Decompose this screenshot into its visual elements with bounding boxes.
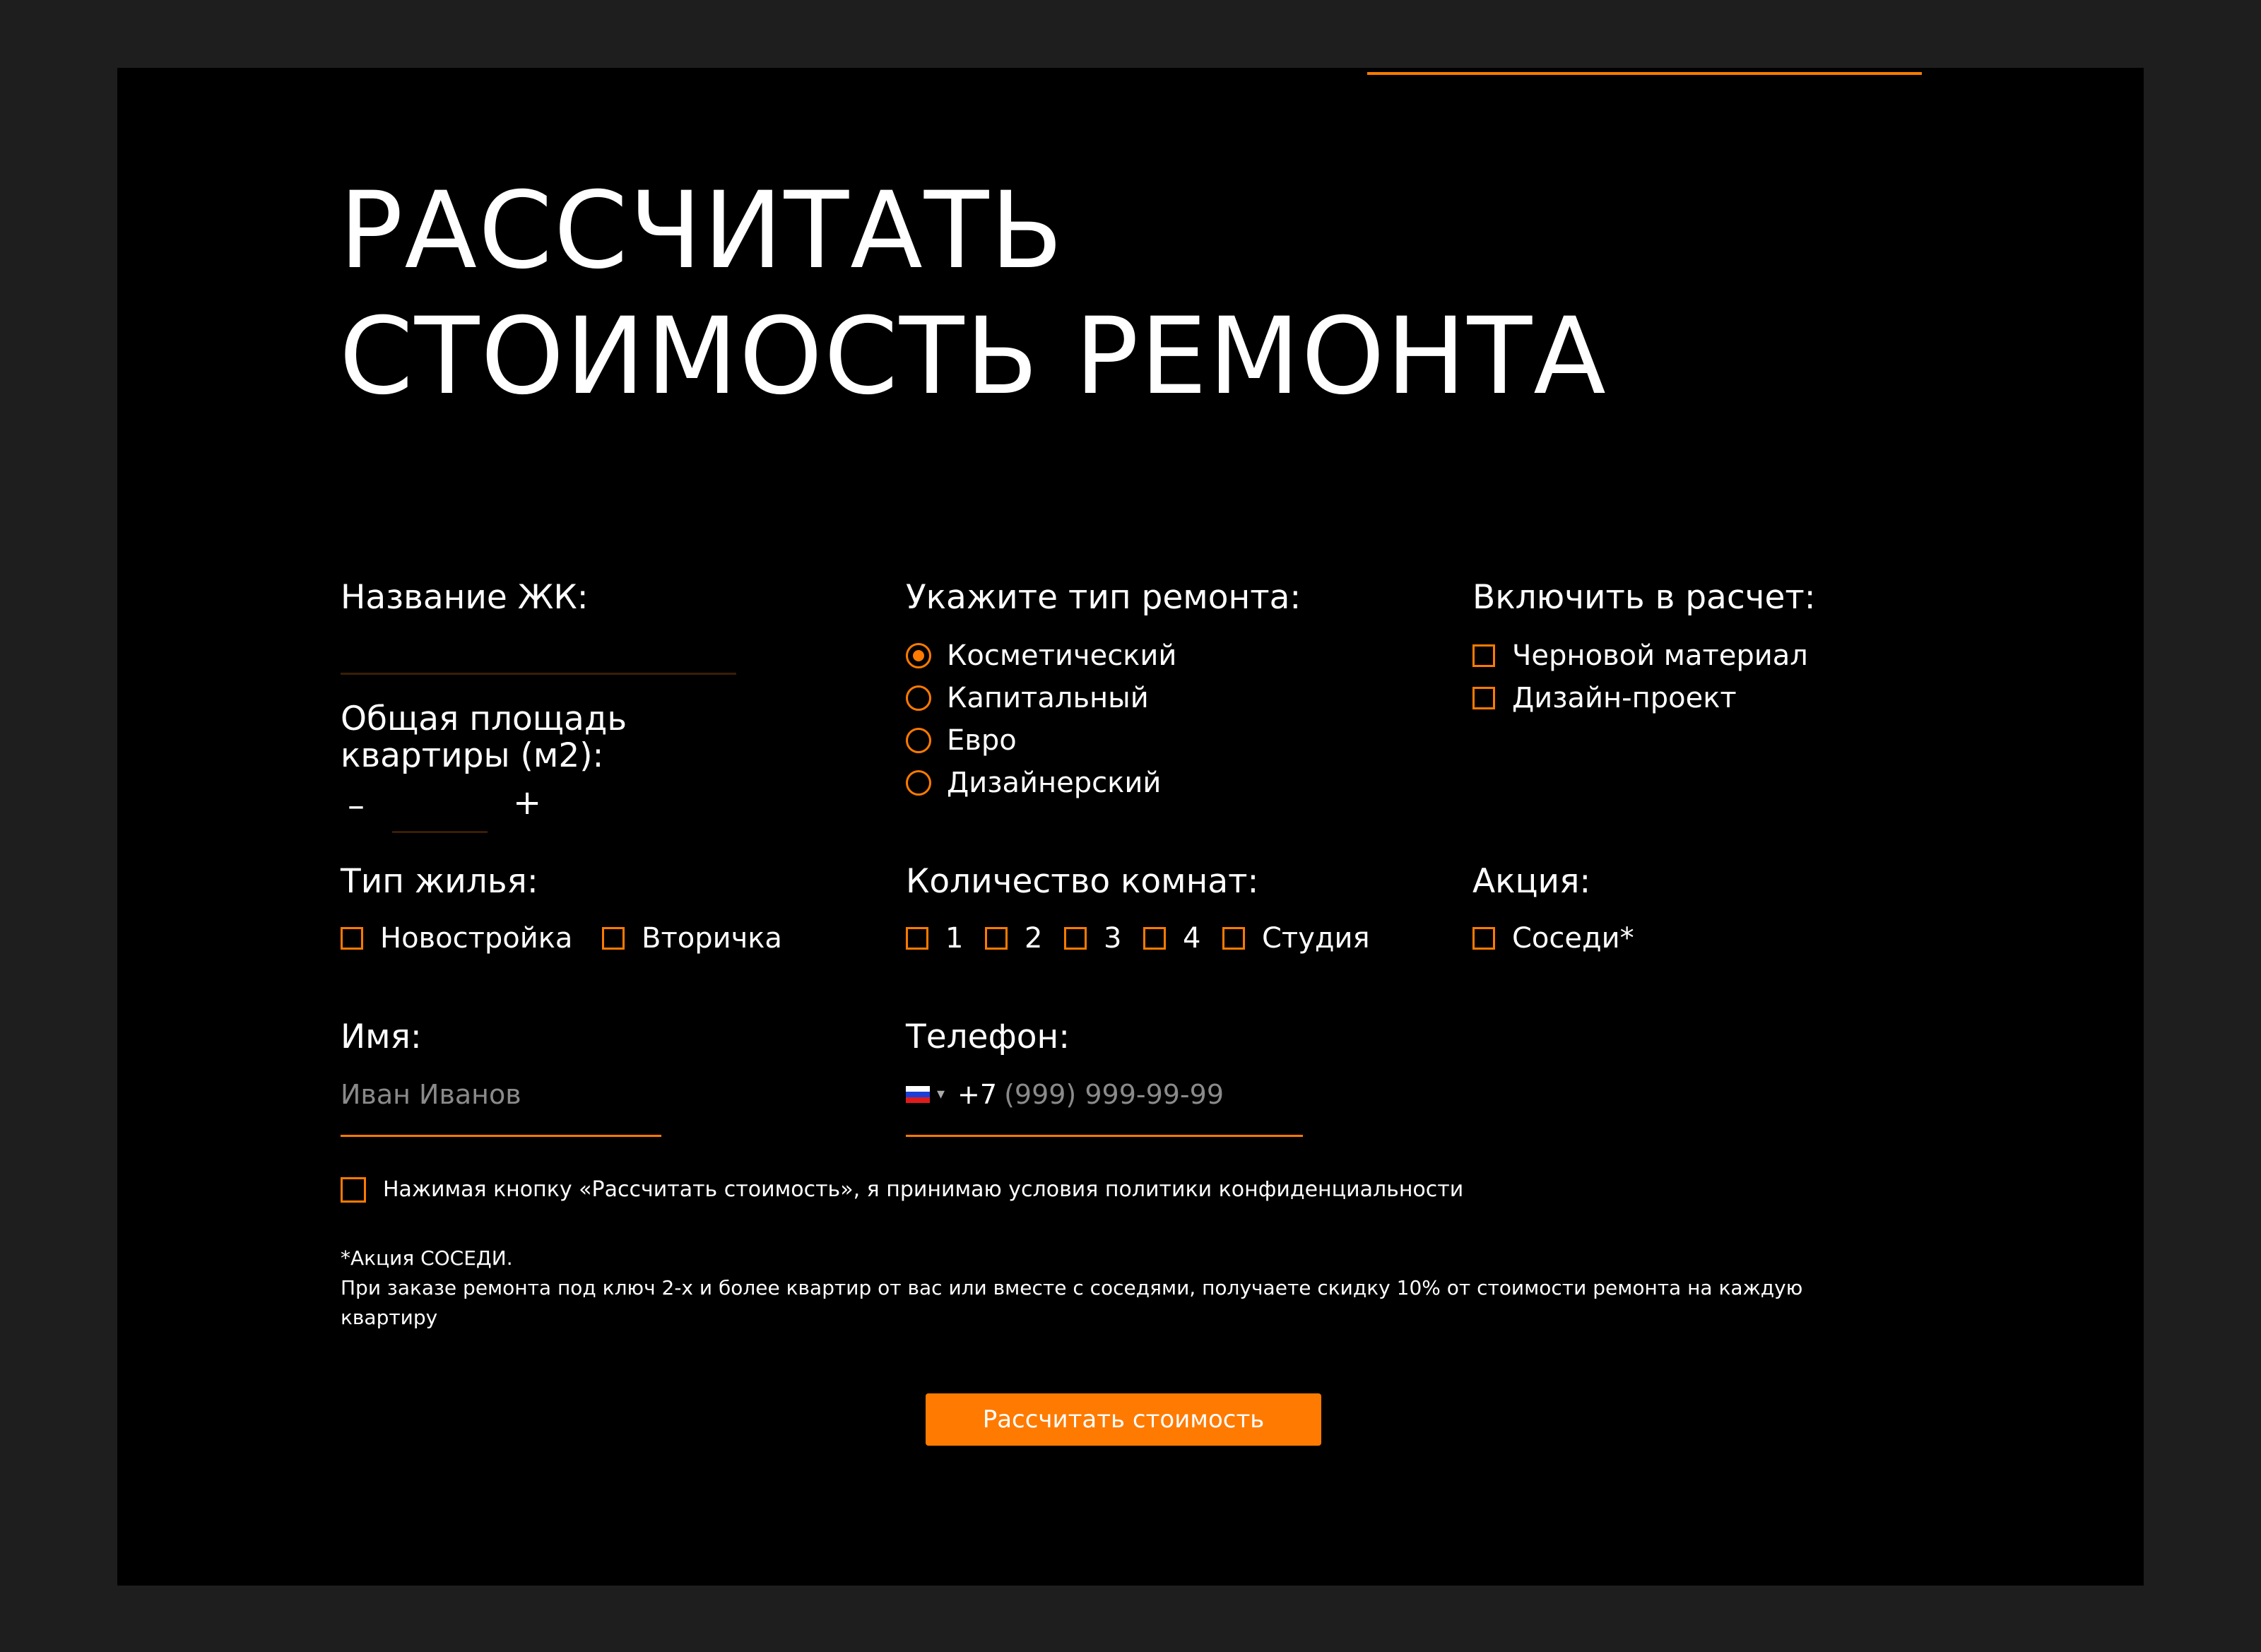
checkbox-icon	[1064, 927, 1087, 950]
area-increment-button[interactable]: +	[513, 783, 542, 822]
housing-type-option-label: Вторичка	[642, 922, 782, 955]
russia-flag-icon[interactable]	[906, 1086, 930, 1103]
page-title	[339, 168, 2035, 420]
rooms-option-label: 1	[945, 922, 964, 955]
name-input-underline	[341, 1135, 661, 1137]
include-option-rough-material[interactable]	[1472, 639, 1808, 673]
phone-country-code: +7	[957, 1079, 998, 1110]
checkbox-icon	[1472, 644, 1495, 667]
repair-type-option-label: Дизайнерский	[947, 767, 1162, 799]
promo-note-text: При заказе ремонта под ключ 2-х и более квартир от вас или вместе с соседями, получаете скидку 10% от стоимости ремонта на каждую квартиру	[341, 1276, 1803, 1329]
checkbox-icon	[906, 927, 928, 950]
repair-type-option-designer[interactable]	[906, 766, 1161, 800]
rooms-option-3[interactable]	[1064, 921, 1121, 955]
phone-input[interactable]	[906, 1078, 1224, 1111]
rooms-option-4[interactable]	[1143, 921, 1200, 955]
name-label: Имя:	[341, 1017, 422, 1056]
phone-input-underline	[906, 1135, 1303, 1137]
area-input[interactable]	[392, 831, 488, 833]
chevron-down-icon[interactable]: ▾	[937, 1085, 945, 1103]
rooms-option-label: 3	[1104, 922, 1122, 955]
rooms-option-2[interactable]	[985, 921, 1042, 955]
complex-name-label: Название ЖК:	[341, 578, 589, 617]
area-label-line-2: квартиры (м2):	[341, 736, 604, 775]
promo-label: Акция:	[1472, 862, 1591, 901]
checkbox-icon	[1472, 687, 1495, 709]
name-input[interactable]: Иван Иванов	[341, 1079, 521, 1110]
promo-note-title: *Акция СОСЕДИ.	[341, 1246, 513, 1270]
consent-text: Нажимая кнопку «Рассчитать стоимость», я принимаю условия политики конфиденциальности	[383, 1177, 1464, 1202]
checkbox-icon	[1222, 927, 1245, 950]
radio-icon	[906, 770, 931, 796]
title-line-1: РАССЧИТАТЬ	[339, 170, 1065, 293]
complex-name-input[interactable]	[341, 673, 736, 675]
radio-checked-icon	[906, 643, 931, 668]
repair-type-option-cosmetic[interactable]	[906, 639, 1176, 673]
rooms-option-studio[interactable]	[1222, 921, 1370, 955]
include-option-label: Дизайн-проект	[1512, 682, 1737, 714]
promo-option-neighbors[interactable]	[1472, 921, 1634, 955]
area-label-line-1: Общая площадь	[341, 700, 627, 738]
checkbox-icon	[985, 927, 1008, 950]
rooms-option-label: 4	[1183, 922, 1201, 955]
repair-type-option-label: Косметический	[947, 639, 1177, 672]
repair-type-option-euro[interactable]	[906, 724, 1017, 757]
title-line-2: СТОИМОСТЬ РЕМОНТА	[339, 295, 1607, 418]
radio-icon	[906, 728, 931, 753]
consent-checkbox[interactable]	[341, 1176, 1463, 1204]
include-option-label: Черновой материал	[1512, 639, 1808, 672]
repair-type-label: Укажите тип ремонта:	[906, 578, 1301, 617]
checkbox-icon	[1143, 927, 1166, 950]
promo-option-label: Соседи*	[1512, 922, 1634, 955]
include-label: Включить в расчет:	[1472, 578, 1816, 617]
repair-type-option-label: Евро	[947, 724, 1017, 757]
radio-icon	[906, 685, 931, 711]
phone-placeholder: (999) 999-99-99	[1004, 1079, 1224, 1110]
include-option-design-project[interactable]	[1472, 681, 1737, 715]
repair-type-option-capital[interactable]	[906, 681, 1149, 715]
rooms-option-1[interactable]	[906, 921, 963, 955]
housing-type-option-label: Новостройка	[380, 922, 573, 955]
rooms-option-label: Студия	[1262, 922, 1370, 955]
checkbox-icon	[341, 1177, 366, 1203]
checkbox-icon	[1472, 927, 1495, 950]
housing-type-option-new[interactable]	[341, 921, 572, 955]
calculate-cost-button[interactable]: Рассчитать стоимость	[926, 1393, 1321, 1446]
area-decrement-button[interactable]: –	[348, 786, 365, 825]
checkbox-icon	[602, 927, 625, 950]
rooms-label: Количество комнат:	[906, 862, 1259, 901]
housing-type-label: Тип жилья:	[341, 862, 538, 901]
rooms-option-label: 2	[1025, 922, 1043, 955]
top-accent-line	[1367, 72, 1922, 75]
housing-type-option-secondary[interactable]	[602, 921, 782, 955]
promo-note	[341, 1244, 1867, 1333]
phone-label: Телефон:	[906, 1017, 1070, 1056]
repair-type-option-label: Капитальный	[947, 682, 1149, 714]
checkbox-icon	[341, 927, 363, 950]
